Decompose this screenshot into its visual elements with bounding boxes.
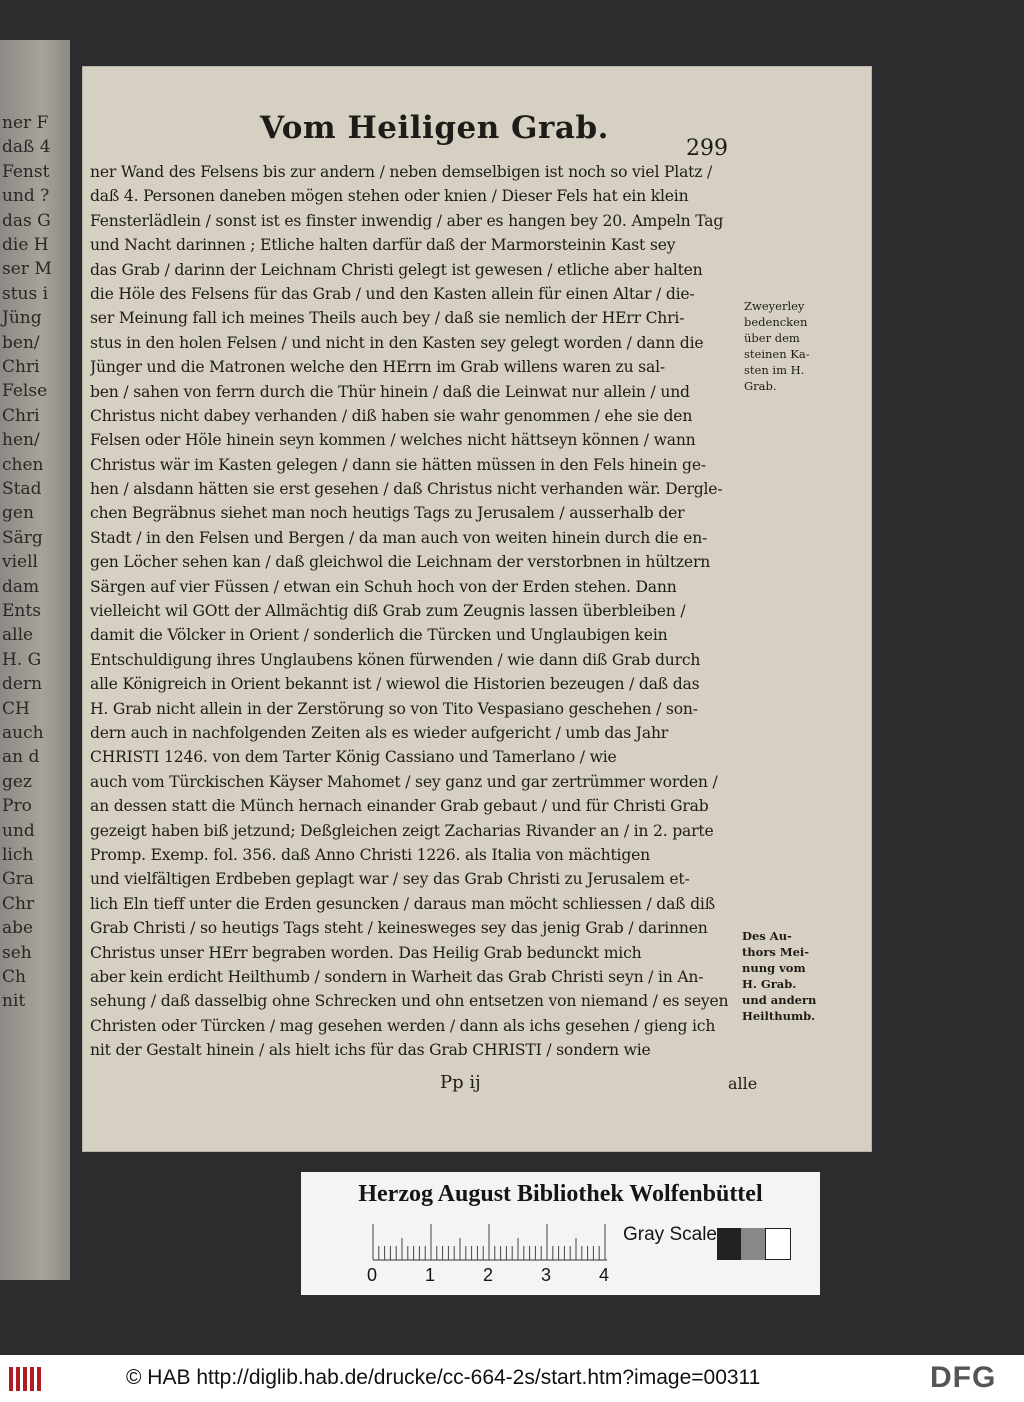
text-line: alle Königreich in Orient bekannt ist / wiewol die Historien bezeugen / daß das <box>90 675 700 694</box>
prev-page-fragment: Särg <box>2 527 43 548</box>
text-line: Christus unser HErr begraben worden. Das Heilig Grab bedunckt mich <box>90 943 642 962</box>
text-line: Christus wär im Kasten gelegen / dann sie hätten müssen in den Fels hinein ge- <box>90 455 706 474</box>
scale-number: 0 <box>367 1265 378 1285</box>
text-line: aber kein erdicht Heilthumb / sondern in Warheit das Grab Christi seyn / in An- <box>90 967 704 986</box>
prev-page-fragment: Chri <box>2 405 40 426</box>
text-line: auch vom Türckischen Käyser Mahomet / sey ganz und gar zertrümmer worden / <box>90 772 718 791</box>
catchword: alle <box>728 1074 758 1093</box>
scale-number: 4 <box>599 1265 610 1285</box>
margin-note-line: nung vom <box>742 961 806 975</box>
text-line: hen / alsdann hätten sie erst gesehen / daß Christus nicht verhanden wär. Dergle- <box>90 480 723 499</box>
margin-note-line: Des Au- <box>742 929 792 943</box>
text-line: Christen oder Türcken / mag gesehen werden / dann als ichs gesehen / gieng ich <box>90 1016 716 1035</box>
margin-note-line: und andern <box>742 993 817 1007</box>
prev-page-fragment: auch <box>2 723 44 743</box>
margin-note-line: Heilthumb. <box>742 1009 816 1023</box>
prev-page-fragment: alle <box>2 625 34 646</box>
prev-page-fragment: hen/ <box>2 430 40 451</box>
text-line: Christus nicht dabey verhanden / diß haben sie wahr genommen / ehe sie den <box>90 406 693 425</box>
page-number: 299 <box>686 136 728 161</box>
prev-page-fragment: Pro <box>2 796 32 817</box>
prev-page-fragment: daß 4 <box>2 137 51 158</box>
library-label-card <box>301 1172 820 1295</box>
prev-page-fragment: abe <box>2 918 34 939</box>
prev-page-fragment: Jüng <box>2 308 42 329</box>
text-line: das Grab / darinn der Leichnam Christi gelegt ist gewesen / etliche aber halten <box>90 260 703 279</box>
prev-page-fragment: chen <box>2 454 44 475</box>
margin-note-line: Grab. <box>744 379 777 393</box>
prev-page-fragment: an d <box>2 747 40 768</box>
prev-page-fragment: nit <box>2 991 26 1012</box>
prev-page-fragment: gen <box>2 503 34 524</box>
book-page <box>82 66 872 1152</box>
text-line: Grab Christi / so heutigs Tags steht / keinesweges sey das jenig Grab / darinnen <box>90 919 708 938</box>
text-line: dern auch in nachfolgenden Zeiten als es wieder aufgericht / umb das Jahr <box>90 723 669 742</box>
prev-page-fragment: die H <box>2 235 49 255</box>
text-line: ner Wand des Felsens bis zur andern / neben demselbigen ist noch so viel Platz / <box>90 163 713 181</box>
prev-page-fragment: dam <box>2 576 40 597</box>
signature-mark: Pp ij <box>440 1072 481 1093</box>
copyright-url[interactable]: © HAB http://diglib.hab.de/drucke/cc-664-2s/start.htm?image=00311 <box>126 1366 761 1389</box>
text-line: lich Eln tieff unter die Erden gesuncken / daraus man möcht schliessen / daß diß <box>90 894 715 913</box>
margin-note-line: Zweyerley <box>744 299 805 313</box>
margin-note-line: sten im H. <box>744 363 805 377</box>
prev-page-fragment: und <box>2 820 35 841</box>
text-line: Felsen oder Höle hinein seyn kommen / welches nicht hättseyn können / wann <box>90 431 696 450</box>
prev-page-fragment: CH <box>2 698 30 719</box>
prev-page-fragment: dern <box>2 674 43 695</box>
text-line: sehung / daß dasselbig ohne Schrecken und ohn entsetzen von niemand / es seyen <box>90 992 729 1011</box>
prev-page-fragment: Stad <box>2 479 42 499</box>
gray-scale-label: Gray Scale <box>623 1224 717 1245</box>
margin-note-1 <box>744 298 834 394</box>
prev-page-fragment: stus i <box>2 283 49 304</box>
text-line: CHRISTI 1246. von dem Tarter König Cassiano und Tamerlano / wie <box>90 748 617 767</box>
prev-page-fragment: Gra <box>2 869 34 890</box>
ruler-scale <box>371 1224 609 1262</box>
prev-page-fragment: viell <box>2 552 38 573</box>
text-line: vielleicht wil GOtt der Allmächtig diß Grab zum Zeugnis lassen überbleiben / <box>90 602 686 621</box>
text-line: gen Löcher sehen kan / daß gleichwol die Leichnam der verstorbnen in hültzern <box>90 553 711 572</box>
gray-swatch-white <box>765 1228 791 1260</box>
body-text <box>90 160 736 1062</box>
scale-number: 1 <box>425 1265 436 1285</box>
gray-swatch-mid <box>741 1228 765 1260</box>
margin-note-line: thors Mei- <box>742 945 810 959</box>
margin-note-2 <box>742 928 832 1024</box>
prev-page-fragment: Felse <box>2 381 48 402</box>
prev-page-fragment: H. G <box>2 649 42 670</box>
hab-logo-icon <box>8 1365 46 1393</box>
scale-number: 3 <box>541 1265 552 1285</box>
prev-page-fragment: Fenst <box>2 161 50 182</box>
margin-note-line: bedencken <box>744 315 808 329</box>
text-line: ser Meinung fall ich meines Theils auch bey / daß sie nemlich der HErr Chri- <box>90 309 685 328</box>
library-name: Herzog August Bibliothek Wolfenbüttel <box>358 1181 763 1207</box>
prev-page-fragment: lich <box>2 845 34 865</box>
prev-page-fragment: ben/ <box>2 332 40 353</box>
text-line: Fensterlädlein / sonst ist es finster inwendig / aber es hangen bey 20. Ampeln Tag <box>90 211 724 230</box>
text-line: chen Begräbnus siehet man noch heutigs Tags zu Jerusalem / ausserhalb der <box>90 504 685 523</box>
text-line: an dessen statt die Münch hernach einander Grab gebaut / und für Christi Grab <box>90 797 709 816</box>
prev-page-fragment: Ch <box>2 967 26 987</box>
text-line: ben / sahen von ferrn durch die Thür hinein / daß die Leinwat nur allein / und <box>90 382 690 401</box>
prev-page-fragment: ser M <box>2 259 52 280</box>
text-line: damit die Völcker in Orient / sonderlich die Türcken und Unglaubigen kein <box>90 626 668 645</box>
text-line: stus in den holen Felsen / und nicht in den Kasten sey gelegt worden / dann die <box>90 333 704 352</box>
prev-page-fragment: Ents <box>2 601 41 621</box>
prev-page-fragment: und ? <box>2 186 50 207</box>
text-line: daß 4. Personen daneben mögen stehen oder knien / Dieser Fels hat ein klein <box>90 187 689 206</box>
text-line: gezeigt haben biß jetzund; Deßgleichen zeigt Zacharias Rivander an / in 2. parte <box>90 821 714 840</box>
scale-number: 2 <box>483 1265 494 1285</box>
text-line: Särgen auf vier Füssen / etwan ein Schuh hoch von der Erden stehen. Dann <box>90 577 677 596</box>
gray-swatch-black <box>717 1228 741 1260</box>
footer-bar <box>0 1355 1024 1402</box>
prev-page-fragment: Chr <box>2 893 35 914</box>
prev-page-fragment: ner F <box>2 113 49 133</box>
text-line: Stadt / in den Felsen und Bergen / da man auch von weiten hinein durch die en- <box>90 528 708 547</box>
prev-page-fragment: Chri <box>2 357 40 377</box>
text-line: Promp. Exemp. fol. 356. daß Anno Christi 1226. als Italia von mächtigen <box>90 845 650 864</box>
text-line: Jünger und die Matronen welche den HErrn im Grab willens waren zu sal- <box>90 358 665 377</box>
text-line: H. Grab nicht allein in der Zerstörung so von Tito Vespasiano geschehen / son- <box>90 699 698 718</box>
margin-note-line: steinen Ka- <box>744 347 810 361</box>
running-header: Vom Heiligen Grab. <box>260 110 609 146</box>
prev-page-fragment: gez <box>2 771 32 792</box>
prev-page-fragment: seh <box>2 942 32 963</box>
text-line: die Höle des Felsens für das Grab / und den Kasten allein für einen Altar / die- <box>90 284 695 303</box>
prev-page-fragment: das G <box>2 210 51 231</box>
dfg-logo: DFG <box>930 1361 997 1394</box>
text-line: nit der Gestalt hinein / als hielt ichs für das Grab CHRISTI / sondern wie <box>90 1041 651 1060</box>
text-line: und Nacht darinnen ; Etliche halten darfür daß der Marmorsteinin Kast sey <box>90 236 676 255</box>
previous-page-edge <box>0 40 70 1280</box>
margin-note-line: H. Grab. <box>742 977 797 991</box>
text-line: und vielfältigen Erdbeben geplagt war / sey das Grab Christi zu Jerusalem et- <box>90 870 690 889</box>
text-line: Entschuldigung ihres Unglaubens könen fürwenden / wie dann diß Grab durch <box>90 650 701 669</box>
margin-note-line: über dem <box>744 331 800 345</box>
